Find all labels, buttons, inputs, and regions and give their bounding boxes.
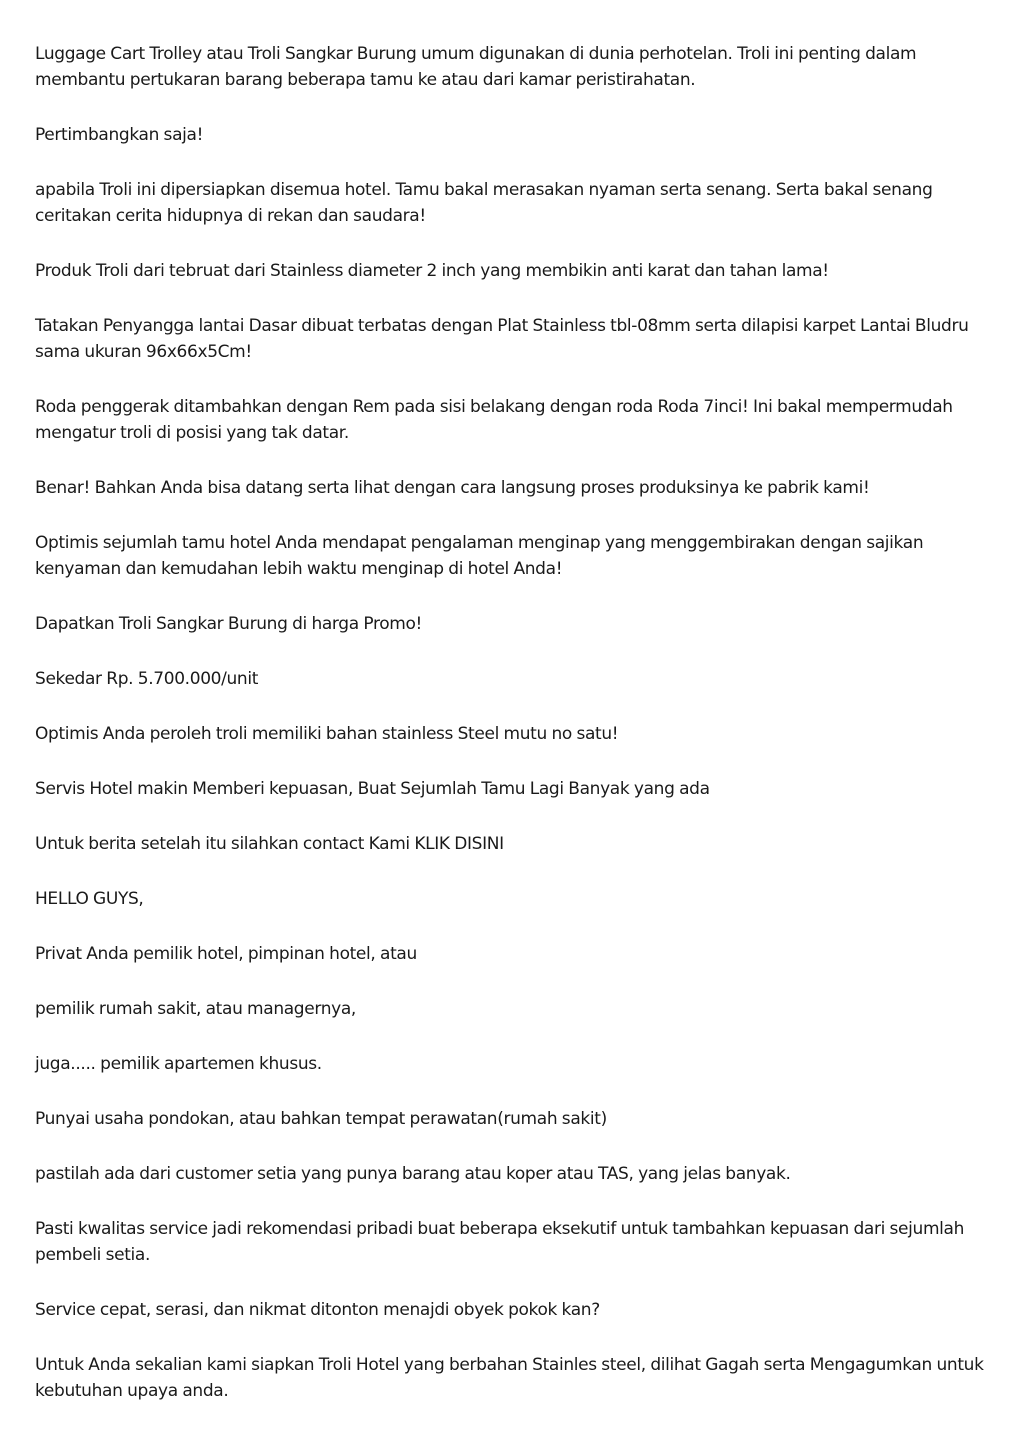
paragraph-base-plate: Tatakan Penyangga lantai Dasar dibuat terbatas dengan Plat Stainless tbl-08mm serta dilapisi karpet Lantai Bludru sama ukuran 96x66x5Cm!: [35, 316, 969, 362]
paragraph-business: Punyai usaha pondokan, atau bahkan tempat perawatan(rumah sakit): [35, 1109, 607, 1129]
paragraph-greeting: HELLO GUYS,: [35, 889, 144, 909]
paragraph-intro: Luggage Cart Trolley atau Troli Sangkar Burung umum digunakan di dunia perhotelan. Troli ini penting dalam membantu pertukaran barang beberapa tamu ke atau dari kamar peristirahatan.: [35, 44, 917, 90]
paragraph-material: Produk Troli dari tebruat dari Stainless diameter 2 inch yang membikin anti karat dan tahan lama!: [35, 261, 829, 281]
paragraph-quality: Optimis Anda peroleh troli memiliki bahan stainless Steel mutu no satu!: [35, 724, 619, 744]
paragraph-promo: Dapatkan Troli Sangkar Burung di harga Promo!: [35, 614, 422, 634]
paragraph-audience-apartment: juga..... pemilik apartemen khusus.: [35, 1054, 322, 1074]
paragraph-customers: pastilah ada dari customer setia yang punya barang atau koper atau TAS, yang jelas banyak.: [35, 1164, 791, 1184]
paragraph-guests: apabila Troli ini dipersiapkan disemua hotel. Tamu bakal merasakan nyaman serta senang. Serta bakal senang ceritakan cerita hidupnya di rekan dan saudara!: [35, 180, 933, 226]
paragraph-price: Sekedar Rp. 5.700.000/unit: [35, 669, 259, 689]
paragraph-service: Servis Hotel makin Memberi kepuasan, Buat Sejumlah Tamu Lagi Banyak yang ada: [35, 779, 710, 799]
paragraph-experience: Optimis sejumlah tamu hotel Anda mendapat pengalaman menginap yang menggembirakan dengan sajikan kenyaman dan kemudahan lebih waktu menginap di hotel Anda!: [35, 533, 924, 579]
paragraph-wheels: Roda penggerak ditambahkan dengan Rem pada sisi belakang dengan roda Roda 7inci! Ini bakal mempermudah mengatur troli di posisi yang tak datar.: [35, 397, 953, 443]
paragraph-factory-visit: Benar! Bahkan Anda bisa datang serta lihat dengan cara langsung proses produksinya ke pabrik kami!: [35, 478, 870, 498]
document-body: [35, 41, 995, 1433]
paragraph-closing: Untuk Anda sekalian kami siapkan Troli Hotel yang berbahan Stainles steel, dilihat Gagah serta Mengagumkan untuk kebutuhan upaya anda.: [35, 1355, 984, 1401]
paragraph-contact: Untuk berita setelah itu silahkan contact Kami KLIK DISINI: [35, 834, 504, 854]
paragraph-fast-service: Service cepat, serasi, dan nikmat ditonton menajdi obyek pokok kan?: [35, 1300, 600, 1320]
paragraph-audience-hotel: Privat Anda pemilik hotel, pimpinan hotel, atau: [35, 944, 417, 964]
paragraph-consider: Pertimbangkan saja!: [35, 125, 204, 145]
paragraph-audience-hospital: pemilik rumah sakit, atau managernya,: [35, 999, 356, 1019]
paragraph-recommendation: Pasti kwalitas service jadi rekomendasi pribadi buat beberapa eksekutif untuk tambahkan kepuasan dari sejumlah pembeli setia.: [35, 1219, 965, 1265]
